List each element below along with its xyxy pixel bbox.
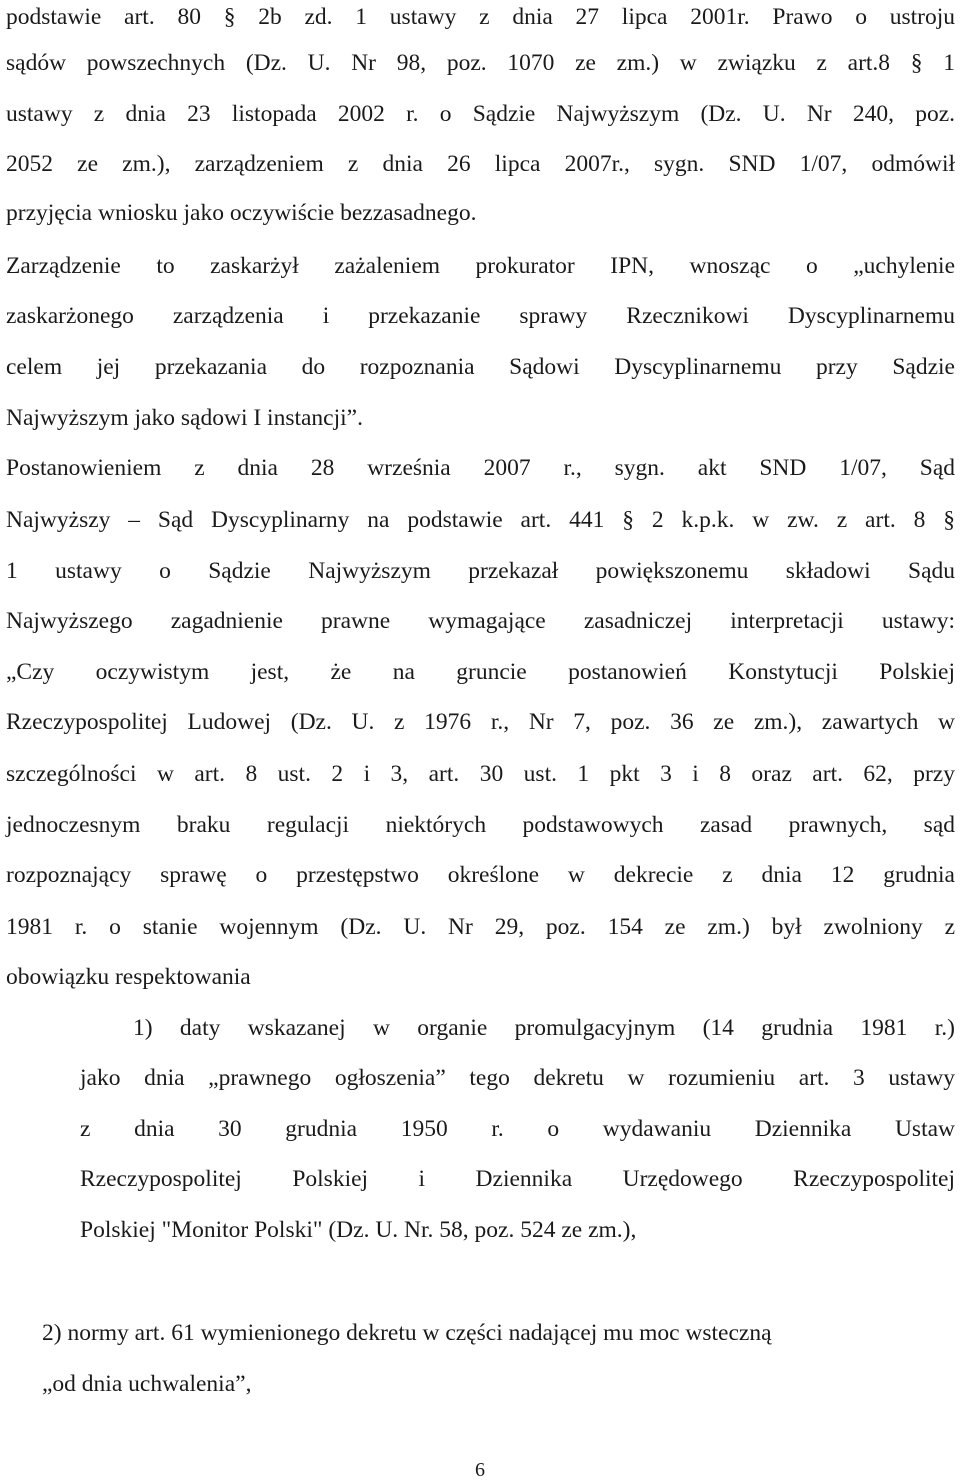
- text-line: Zarządzenie to zaskarżył zażaleniem prokurator IPN, wnosząc o „uchylenie: [6, 253, 955, 279]
- text-line: 1 ustawy o Sądzie Najwyższym przekazał powiększonemu składowi Sądu: [6, 558, 955, 584]
- text-line: podstawie art. 80 § 2b zd. 1 ustawy z dnia 27 lipca 2001r. Prawo o ustroju: [6, 4, 955, 30]
- text-line: Rzeczypospolitej Ludowej (Dz. U. z 1976 r., Nr 7, poz. 36 ze zm.), zawartych w: [6, 709, 955, 735]
- text-line: 1981 r. o stanie wojennym (Dz. U. Nr 29, poz. 154 ze zm.) był zwolniony z: [6, 914, 955, 940]
- list-item-2-line: „od dnia uchwalenia”,: [42, 1371, 252, 1397]
- text-line: zaskarżonego zarządzenia i przekazanie sprawy Rzecznikowi Dyscyplinarnemu: [6, 303, 955, 329]
- text-line: Najwyższym jako sądowi I instancji”.: [6, 405, 363, 431]
- text-line: Najwyższego zagadnienie prawne wymagające zasadniczej interpretacji ustawy:: [6, 608, 955, 634]
- text-line: Postanowieniem z dnia 28 września 2007 r., sygn. akt SND 1/07, Sąd: [6, 455, 955, 481]
- text-line: Najwyższy – Sąd Dyscyplinarny na podstawie art. 441 § 2 k.p.k. w zw. z art. 8 §: [6, 507, 955, 533]
- text-line: „Czy oczywistym jest, że na gruncie postanowień Konstytucji Polskiej: [6, 659, 955, 685]
- list-item-1-line: Rzeczypospolitej Polskiej i Dziennika Urzędowego Rzeczypospolitej: [80, 1166, 955, 1192]
- text-line: 2052 ze zm.), zarządzeniem z dnia 26 lipca 2007r., sygn. SND 1/07, odmówił: [6, 151, 955, 177]
- list-item-1-line: Polskiej "Monitor Polski" (Dz. U. Nr. 58, poz. 524 ze zm.),: [80, 1217, 637, 1243]
- text-line: sądów powszechnych (Dz. U. Nr 98, poz. 1070 ze zm.) w związku z art.8 § 1: [6, 50, 955, 76]
- list-item-2-line: 2) normy art. 61 wymienionego dekretu w części nadającej mu moc wsteczną: [42, 1320, 772, 1346]
- list-item-1-line: z dnia 30 grudnia 1950 r. o wydawaniu Dziennika Ustaw: [80, 1116, 955, 1142]
- list-item-1-line: jako dnia „prawnego ogłoszenia” tego dekretu w rozumieniu art. 3 ustawy: [80, 1065, 955, 1091]
- page-number: 6: [475, 1459, 485, 1481]
- text-line: przyjęcia wniosku jako oczywiście bezzasadnego.: [6, 200, 477, 226]
- list-item-1-line: 1) daty wskazanej w organie promulgacyjnym (14 grudnia 1981 r.): [133, 1015, 955, 1041]
- text-line: rozpoznający sprawę o przestępstwo określone w dekrecie z dnia 12 grudnia: [6, 862, 955, 888]
- text-line: ustawy z dnia 23 listopada 2002 r. o Sądzie Najwyższym (Dz. U. Nr 240, poz.: [6, 101, 955, 127]
- text-line: jednoczesnym braku regulacji niektórych podstawowych zasad prawnych, sąd: [6, 812, 955, 838]
- text-line: obowiązku respektowania: [6, 964, 251, 990]
- text-line: szczególności w art. 8 ust. 2 i 3, art. 30 ust. 1 pkt 3 i 8 oraz art. 62, przy: [6, 761, 955, 787]
- text-line: celem jej przekazania do rozpoznania Sądowi Dyscyplinarnemu przy Sądzie: [6, 354, 955, 380]
